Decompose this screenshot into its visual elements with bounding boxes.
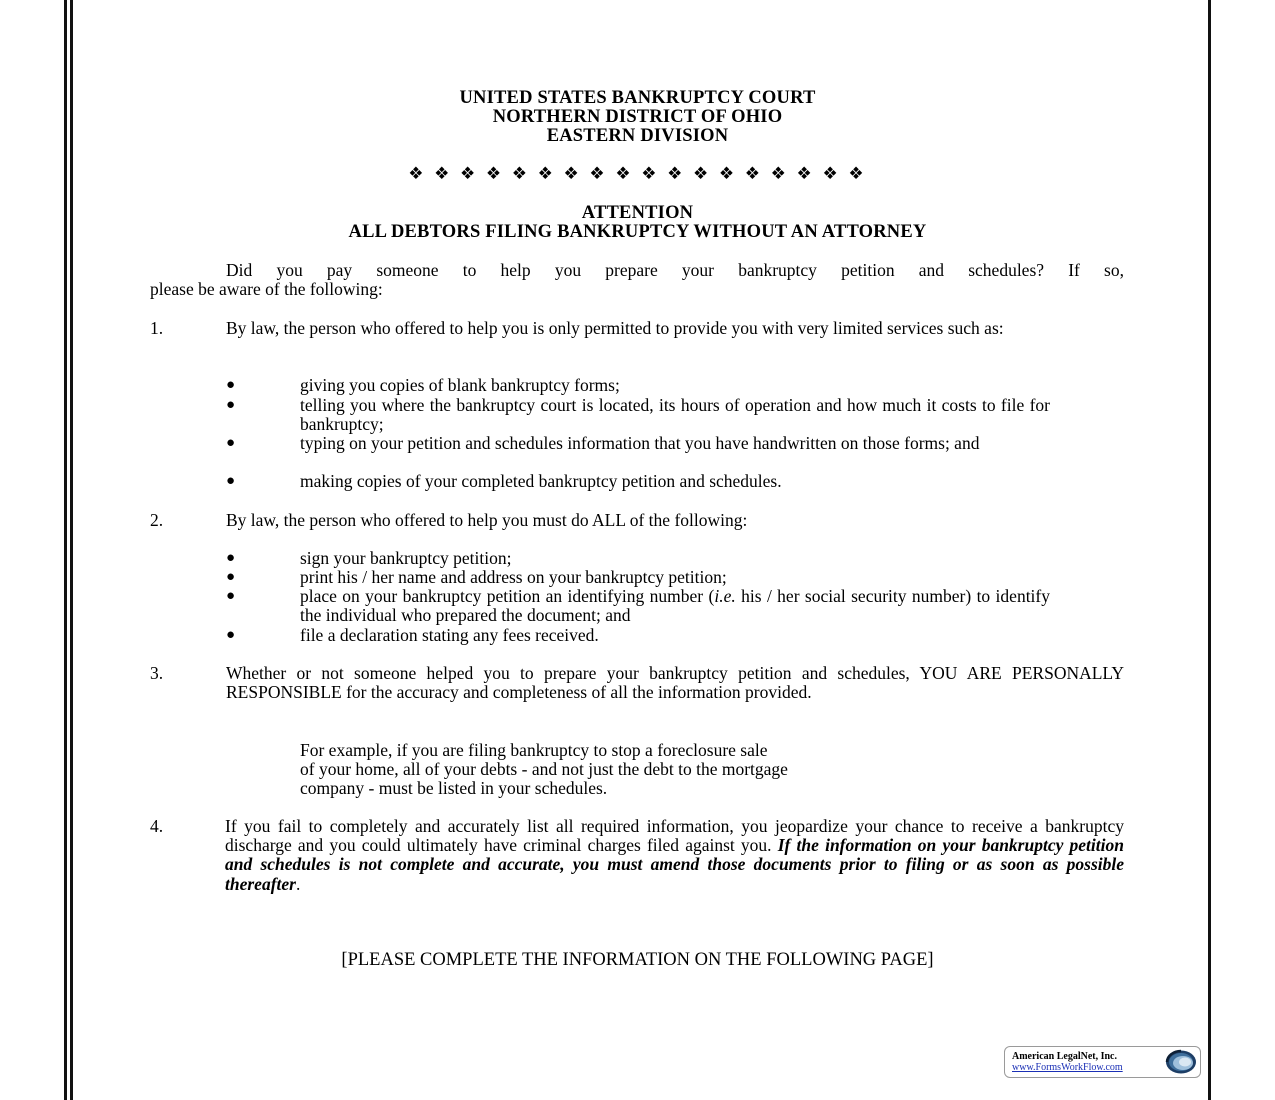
bullet-icon: ● xyxy=(226,377,236,393)
intro-line-1: Did you pay someone to help you prepare your bankruptcy petition and schedules? If so, xyxy=(226,260,1124,280)
item2-bullet-4: file a declaration stating any fees received. xyxy=(300,625,599,645)
example-line-3: company - must be listed in your schedules. xyxy=(300,778,608,798)
item2-bullet-3-abbrev: i.e. xyxy=(714,586,736,606)
item2-bullet-3-rest: his / her social security number) to identify the individual who prepared the document; and xyxy=(300,586,1050,626)
court-name: UNITED STATES BANKRUPTCY COURT xyxy=(459,88,816,108)
example-line-1: For example, if you are filing bankruptcy to stop a foreclosure sale xyxy=(300,740,768,760)
item2-bullet-3 xyxy=(300,587,1050,625)
bullet-icon: ● xyxy=(226,627,236,643)
example-line-2: of your home, all of your debts - and not just the debt to the mortgage xyxy=(300,759,788,779)
following-page-note: [PLEASE COMPLETE THE INFORMATION ON THE FOLLOWING PAGE] xyxy=(341,950,934,970)
item-number-2: 2. xyxy=(150,510,164,530)
item1-bullet-4: making copies of your completed bankruptcy petition and schedules. xyxy=(300,471,782,491)
item1-bullet-2: telling you where the bankruptcy court is located, its hours of operation and how much it costs to file for bankruptcy; xyxy=(300,395,1050,435)
diamond-divider: ❖ ❖ ❖ ❖ ❖ ❖ ❖ ❖ ❖ ❖ ❖ ❖ ❖ ❖ ❖ ❖ ❖ ❖ xyxy=(408,164,867,183)
item1-bullet-3: typing on your petition and schedules information that you have handwritten on those forms; and xyxy=(300,433,980,453)
bullet-icon: ● xyxy=(226,569,236,585)
item-text-4 xyxy=(225,817,1124,894)
bullet-icon: ● xyxy=(226,473,236,489)
website-link[interactable]: www.FormsWorkFlow.com xyxy=(1012,1062,1123,1073)
bullet-icon: ● xyxy=(226,550,236,566)
item-text-3: Whether or not someone helped you to prepare your bankruptcy petition and schedules, YOU ARE PERSONALLY RESPONSIBLE for the accuracy and completeness of all the information provided. xyxy=(226,663,1124,703)
american-legalnet-badge[interactable] xyxy=(1004,1046,1201,1078)
item4-end: . xyxy=(295,873,301,894)
item-number-1: 1. xyxy=(150,318,164,338)
item2-bullet-1: sign your bankruptcy petition; xyxy=(300,548,512,568)
attention-subtitle: ALL DEBTORS FILING BANKRUPTCY WITHOUT AN ATTORNEY xyxy=(348,222,927,242)
district-name: NORTHERN DISTRICT OF OHIO xyxy=(492,107,783,127)
bullet-icon: ● xyxy=(226,588,236,604)
bullet-icon: ● xyxy=(226,397,236,413)
item4-emphasis: If the information on your bankruptcy petition and schedules is not complete and accurate, you must amend those documents prior to filing or as soon as possible thereafter xyxy=(225,835,1124,894)
item4-text: If you fail to completely and accurately list all required information, you jeopardize your chance to receive a bankruptcy discharge and you could ultimately have criminal charges filed against you. xyxy=(225,816,1124,856)
division-name: EASTERN DIVISION xyxy=(546,126,729,146)
item2-bullet-2: print his / her name and address on your bankruptcy petition; xyxy=(300,567,727,587)
item-text-2: By law, the person who offered to help you must do ALL of the following: xyxy=(226,510,748,530)
globe-logo-icon xyxy=(1163,1049,1197,1075)
company-name: American LegalNet, Inc. xyxy=(1012,1051,1117,1062)
item2-bullet-3-start: place on your bankruptcy petition an identifying number ( xyxy=(300,586,715,606)
attention-title: ATTENTION xyxy=(581,203,694,223)
item-number-3: 3. xyxy=(150,663,164,683)
intro-line-2: please be aware of the following: xyxy=(150,279,383,299)
item-text-1: By law, the person who offered to help you is only permitted to provide you with very limited services such as: xyxy=(226,318,1004,338)
item1-bullet-1: giving you copies of blank bankruptcy forms; xyxy=(300,375,620,395)
bullet-icon: ● xyxy=(226,435,236,451)
item-number-4: 4. xyxy=(150,816,164,836)
